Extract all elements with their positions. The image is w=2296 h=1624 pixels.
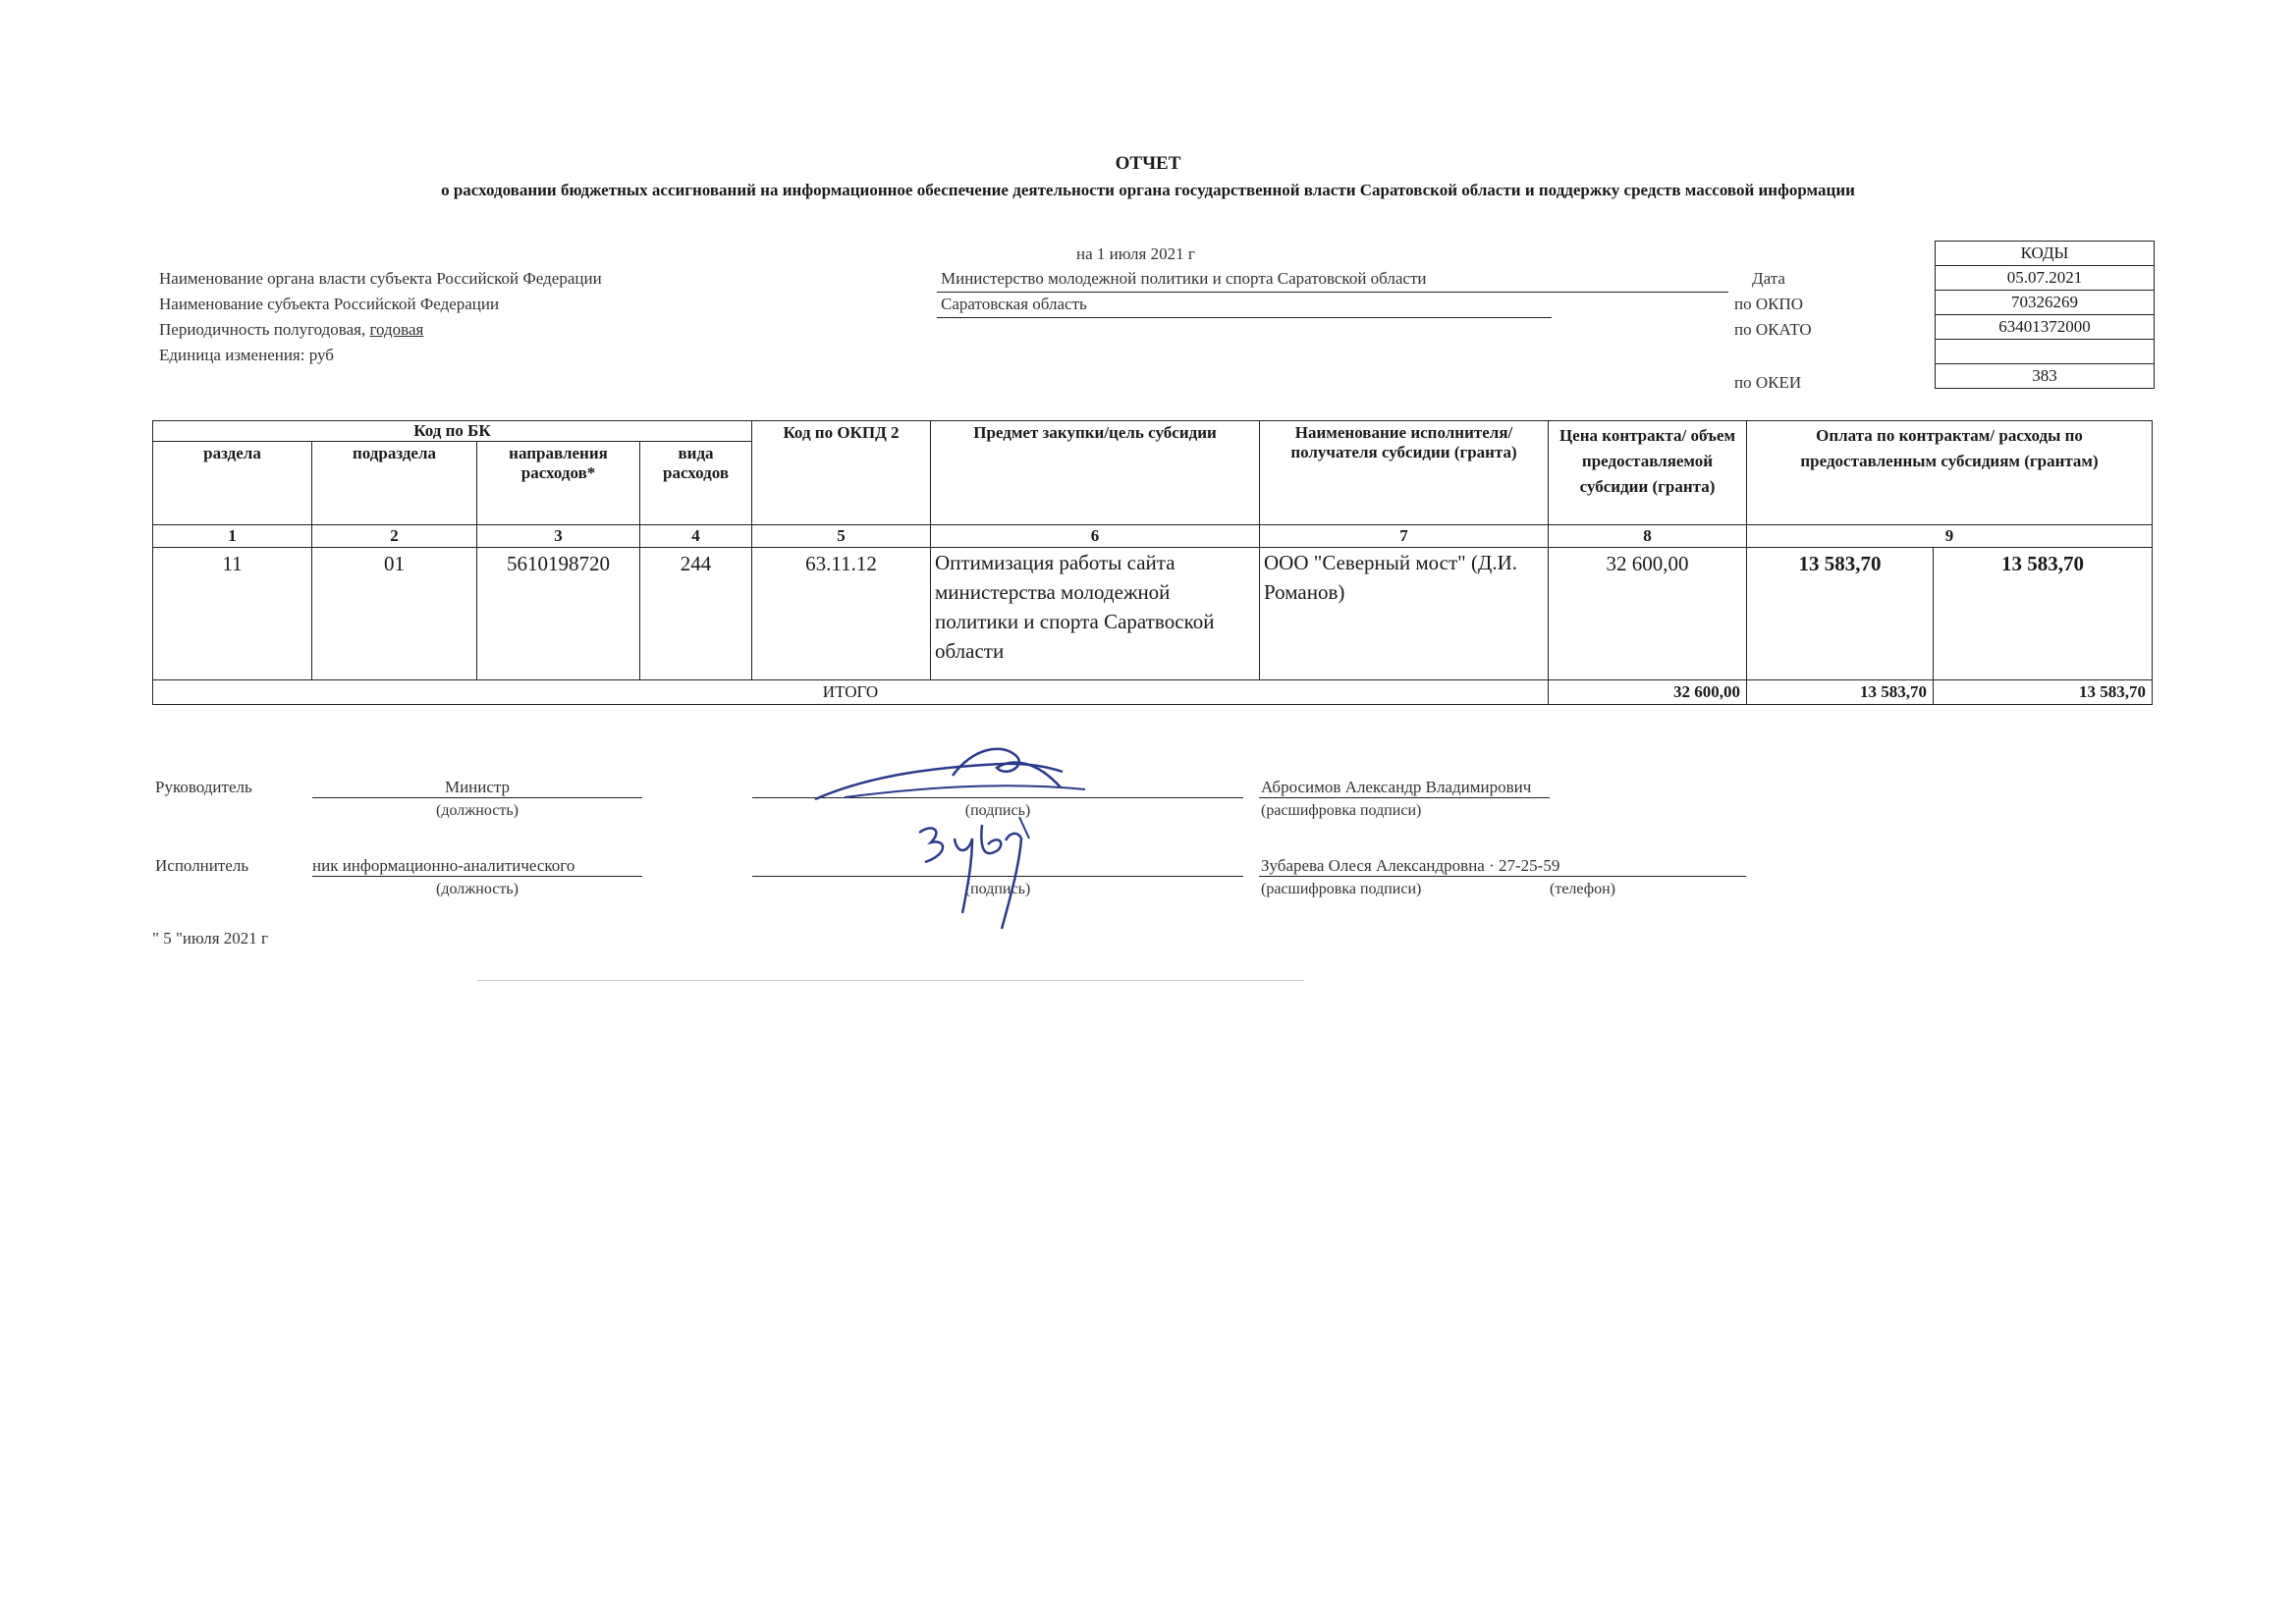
okpo-value: 70326269 (1936, 291, 2155, 315)
date-value: 05.07.2021 (1936, 266, 2155, 291)
header-podrazdela: подраздела (312, 442, 477, 525)
header-predmet: Предмет закупки/цель субсидии (931, 421, 1260, 525)
head-position: Министр (444, 778, 511, 796)
executor-label: Исполнитель (155, 856, 249, 875)
column-numbers-row (153, 525, 2153, 548)
executor-name-separator: · (1484, 856, 1500, 875)
executor-name: Зубарева Олеся Александровна (1261, 856, 1485, 875)
codes-empty-cell (1936, 340, 2155, 364)
report-date-line: на 1 июля 2021 г (1076, 244, 1195, 263)
colnum-8: 8 (1549, 525, 1747, 548)
region-underline (937, 317, 1552, 318)
codes-table (1935, 241, 2155, 389)
date-label: Дата (1752, 269, 1785, 288)
colnum-2: 2 (312, 525, 477, 548)
org-label: Наименование органа власти субъекта Российской Федерации (159, 269, 602, 288)
colnum-1: 1 (153, 525, 312, 548)
head-name: Абросимов Александр Владимирович (1261, 778, 1532, 796)
executor-phone-caption: (телефон) (1550, 881, 1615, 897)
colnum-7: 7 (1260, 525, 1549, 548)
executor-position-line (312, 876, 642, 877)
header-razdela: раздела (153, 442, 312, 525)
codes-header: КОДЫ (1936, 242, 2155, 266)
region-label: Наименование субъекта Российской Федерации (159, 295, 500, 313)
executor-signature-icon (903, 805, 1061, 933)
period-value: годовая (369, 320, 424, 339)
period-label (159, 320, 423, 340)
executor-position-caption: (должность) (436, 881, 519, 897)
head-label: Руководитель (155, 778, 252, 796)
colnum-9: 9 (1747, 525, 2153, 548)
period-label-text: Периодичность полугодовая, (159, 320, 370, 339)
cell-vida: 244 (640, 548, 752, 680)
cell-oplata-1: 13 583,70 (1747, 548, 1934, 680)
okei-label: по ОКЕИ (1734, 373, 1802, 392)
total-label: ИТОГО (153, 680, 1549, 705)
region-value: Саратовская область (941, 295, 1087, 313)
head-position-line (312, 797, 642, 798)
total-oplata-1: 13 583,70 (1747, 680, 1934, 705)
colnum-6: 6 (931, 525, 1260, 548)
okato-value: 63401372000 (1936, 315, 2155, 340)
report-title: ОТЧЕТ (1115, 153, 1181, 174)
cell-predmet: Оптимизация работы сайта министерства молодежной политики и спорта Саратвoской области (931, 548, 1260, 680)
org-value: Министерство молодежной политики и спорта Саратовской области (941, 269, 1427, 288)
head-name-line (1259, 797, 1550, 798)
okei-value: 383 (1936, 364, 2155, 389)
executor-position: ник информационно-аналитического (312, 856, 575, 875)
cell-ispolnitel: ООО "Северный мост" (Д.И. Романов) (1260, 548, 1549, 680)
cell-napravleniya: 5610198720 (477, 548, 640, 680)
executor-phone: 27-25-59 (1499, 856, 1560, 875)
header-kod-bk: Код по БК (153, 421, 752, 442)
total-cena: 32 600,00 (1549, 680, 1747, 705)
cell-podrazdela: 01 (312, 548, 477, 680)
header-napravleniya: направления расходов* (477, 442, 640, 525)
cell-cena: 32 600,00 (1549, 548, 1747, 680)
table-row (153, 548, 2153, 680)
head-position-caption: (должность) (436, 802, 519, 819)
org-underline (937, 292, 1728, 293)
colnum-5: 5 (752, 525, 931, 548)
executor-name-line (1259, 876, 1746, 877)
header-oplata: Оплата по контрактам/ расходы по предоставленным субсидиям (грантам) (1747, 421, 2153, 525)
head-signature-caption: (подпись) (964, 802, 1031, 819)
executor-name-phone (1261, 856, 1559, 876)
cell-okpd: 63.11.12 (752, 548, 931, 680)
colnum-4: 4 (640, 525, 752, 548)
header-ispolnitel: Наименование исполнителя/ получателя субсидии (гранта) (1260, 421, 1549, 525)
okato-label: по ОКАТО (1734, 320, 1812, 339)
okpo-label: по ОКПО (1734, 295, 1804, 313)
cell-razdela: 11 (153, 548, 312, 680)
date-footer: " 5 "июля 2021 г (152, 929, 269, 947)
cell-oplata-2: 13 583,70 (1934, 548, 2153, 680)
executor-decode-caption: (расшифровка подписи) (1261, 881, 1422, 897)
header-vida: вида расходов (640, 442, 752, 525)
executor-signature-caption: (подпись) (964, 881, 1031, 897)
report-subtitle: о расходовании бюджетных ассигнований на информационное обеспечение деятельности органа государственной власти Саратовской области и поддержку средств массовой информации (441, 181, 1855, 199)
report-table (152, 420, 2153, 705)
total-oplata-2: 13 583,70 (1934, 680, 2153, 705)
header-okpd: Код по ОКПД 2 (752, 421, 931, 525)
total-row (153, 680, 2153, 705)
unit-label: Единица изменения: руб (159, 346, 334, 364)
header-cena: Цена контракта/ объем предоставляемой субсидии (гранта) (1549, 421, 1747, 525)
head-decode-caption: (расшифровка подписи) (1261, 802, 1422, 819)
faint-divider (477, 980, 1304, 981)
colnum-3: 3 (477, 525, 640, 548)
